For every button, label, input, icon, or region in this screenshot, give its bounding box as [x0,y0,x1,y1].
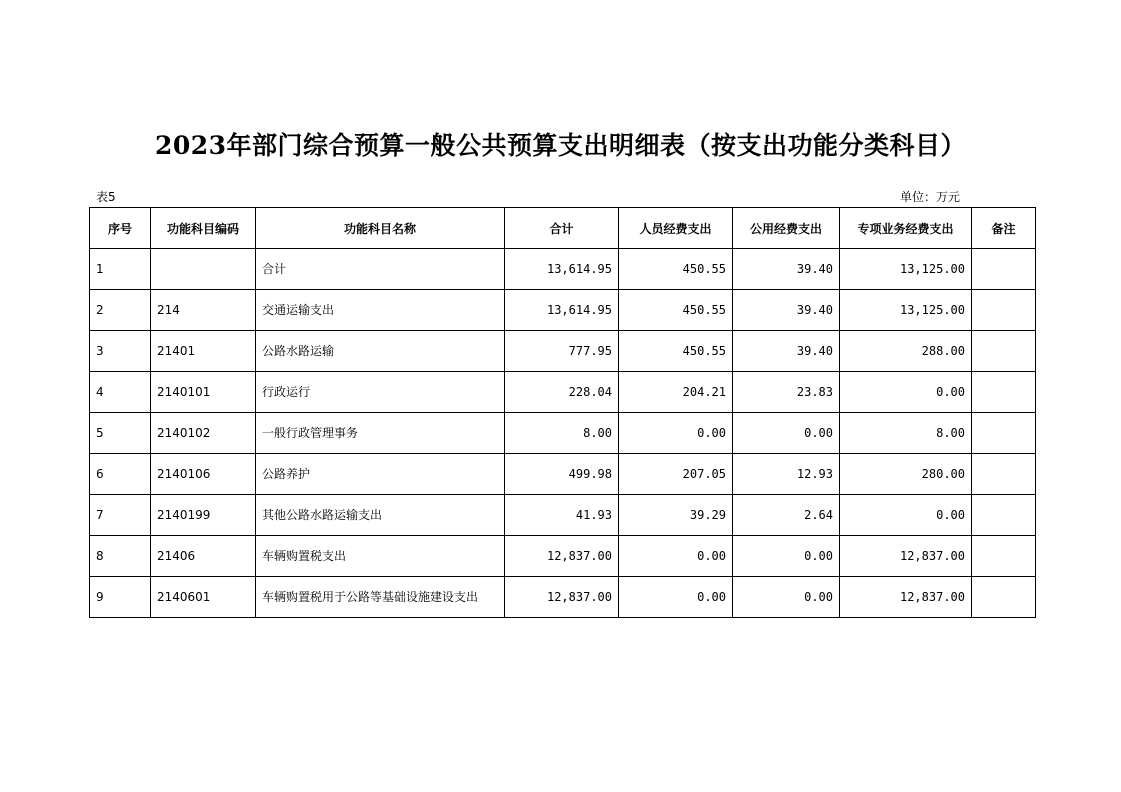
cell-name: 行政运行 [256,372,505,413]
cell-personnel: 450.55 [619,331,733,372]
cell-public: 39.40 [733,290,840,331]
table-row [90,413,1036,454]
cell-special: 288.00 [840,331,972,372]
cell-total: 499.98 [505,454,619,495]
header-name: 功能科目名称 [256,208,505,249]
cell-personnel: 0.00 [619,536,733,577]
cell-note [972,454,1036,495]
header-note: 备注 [972,208,1036,249]
cell-name: 其他公路水路运输支出 [256,495,505,536]
cell-personnel: 0.00 [619,413,733,454]
document-title: 2023年部门综合预算一般公共预算支出明细表（按支出功能分类科目） [154,131,967,160]
cell-seq: 2 [90,290,151,331]
cell-special: 8.00 [840,413,972,454]
cell-code: 2140199 [151,495,256,536]
cell-name: 公路水路运输 [256,331,505,372]
cell-note [972,536,1036,577]
cell-seq: 9 [90,577,151,618]
cell-special: 0.00 [840,495,972,536]
table-row [90,290,1036,331]
table-header-row [90,208,1036,249]
cell-name: 一般行政管理事务 [256,413,505,454]
cell-special: 13,125.00 [840,290,972,331]
table-row [90,495,1036,536]
cell-code [151,249,256,290]
cell-code: 2140106 [151,454,256,495]
cell-note [972,495,1036,536]
cell-public: 2.64 [733,495,840,536]
header-public: 公用经费支出 [733,208,840,249]
header-code: 功能科目编码 [151,208,256,249]
cell-special: 13,125.00 [840,249,972,290]
cell-note [972,577,1036,618]
cell-note [972,331,1036,372]
table-row [90,372,1036,413]
cell-note [972,413,1036,454]
table-number-label: 表5 [96,190,116,204]
cell-special: 12,837.00 [840,577,972,618]
cell-total: 777.95 [505,331,619,372]
header-total: 合计 [505,208,619,249]
cell-seq: 5 [90,413,151,454]
cell-code: 21406 [151,536,256,577]
cell-name: 公路养护 [256,454,505,495]
table-row [90,331,1036,372]
header-special: 专项业务经费支出 [840,208,972,249]
cell-seq: 7 [90,495,151,536]
budget-table [89,207,1036,618]
cell-public: 0.00 [733,413,840,454]
cell-name: 车辆购置税用于公路等基础设施建设支出 [256,577,505,618]
cell-total: 13,614.95 [505,249,619,290]
cell-code: 214 [151,290,256,331]
cell-personnel: 450.55 [619,290,733,331]
cell-special: 0.00 [840,372,972,413]
cell-total: 41.93 [505,495,619,536]
cell-public: 0.00 [733,577,840,618]
header-seq: 序号 [90,208,151,249]
cell-personnel: 39.29 [619,495,733,536]
cell-seq: 3 [90,331,151,372]
cell-public: 39.40 [733,331,840,372]
cell-name: 交通运输支出 [256,290,505,331]
table-row [90,577,1036,618]
cell-seq: 1 [90,249,151,290]
cell-code: 2140601 [151,577,256,618]
cell-special: 12,837.00 [840,536,972,577]
cell-note [972,290,1036,331]
cell-note [972,249,1036,290]
cell-personnel: 450.55 [619,249,733,290]
cell-name: 合计 [256,249,505,290]
cell-seq: 4 [90,372,151,413]
cell-total: 228.04 [505,372,619,413]
cell-total: 8.00 [505,413,619,454]
cell-code: 21401 [151,331,256,372]
cell-special: 280.00 [840,454,972,495]
cell-public: 12.93 [733,454,840,495]
cell-public: 23.83 [733,372,840,413]
table-row [90,454,1036,495]
cell-seq: 6 [90,454,151,495]
table-row [90,249,1036,290]
cell-total: 12,837.00 [505,536,619,577]
table-row [90,536,1036,577]
cell-total: 13,614.95 [505,290,619,331]
cell-personnel: 204.21 [619,372,733,413]
unit-label: 单位：万元 [900,190,961,204]
cell-seq: 8 [90,536,151,577]
cell-name: 车辆购置税支出 [256,536,505,577]
cell-personnel: 0.00 [619,577,733,618]
cell-public: 39.40 [733,249,840,290]
cell-code: 2140102 [151,413,256,454]
header-personnel: 人员经费支出 [619,208,733,249]
cell-personnel: 207.05 [619,454,733,495]
cell-note [972,372,1036,413]
cell-code: 2140101 [151,372,256,413]
cell-total: 12,837.00 [505,577,619,618]
cell-public: 0.00 [733,536,840,577]
